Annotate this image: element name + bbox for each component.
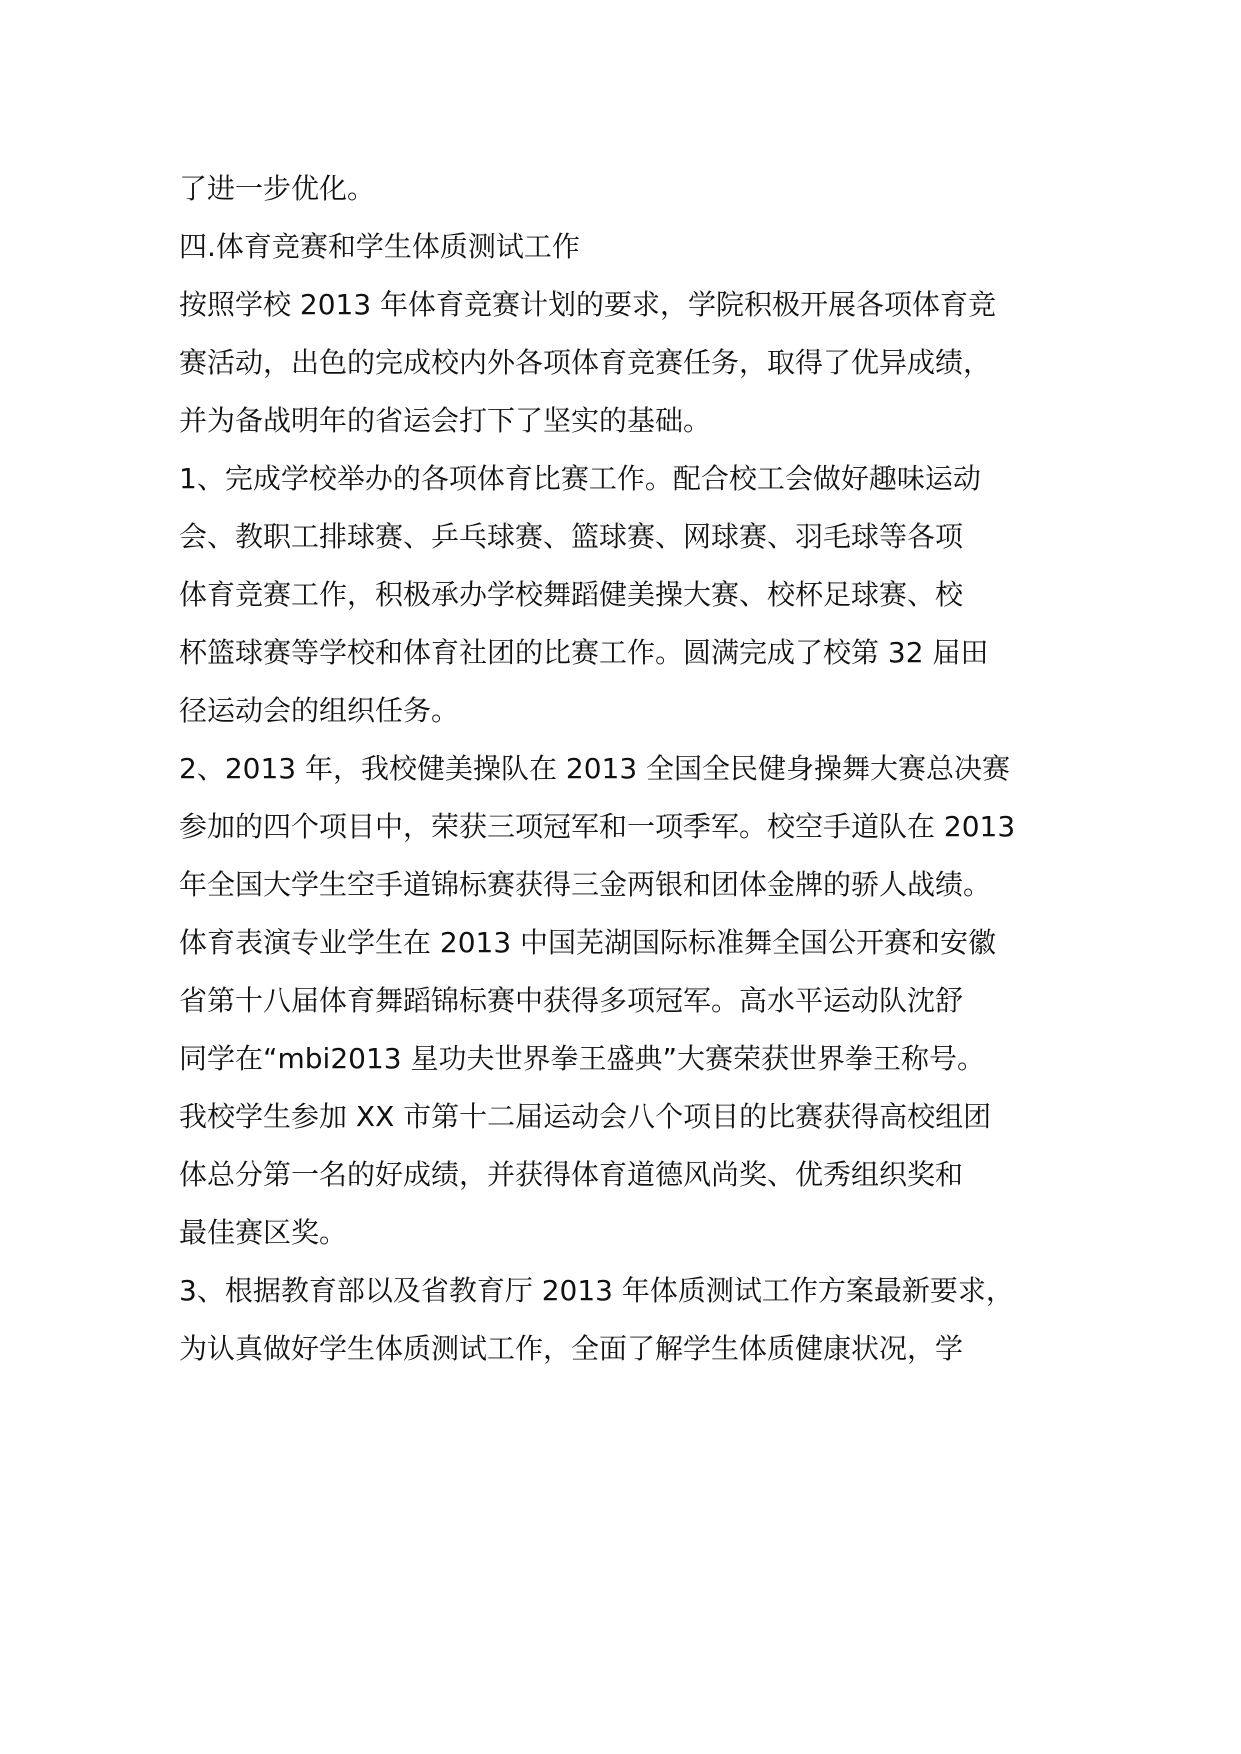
text-line: 赛活动，出色的完成校内外各项体育竞赛任务，取得了优异成绩，: [179, 346, 992, 379]
text-line: 按照学校 2013 年体育竞赛计划的要求，学院积极开展各项体育竞: [179, 288, 997, 321]
text-line: 体育竞赛工作，积极承办学校舞蹈健美操大赛、校杯足球赛、校: [179, 578, 964, 611]
text-line: 最佳赛区奖。: [179, 1216, 348, 1249]
text-line: 3、根据教育部以及省教育厅 2013 年体质测试工作方案最新要求，: [179, 1274, 1014, 1307]
text-line: 径运动会的组织任务。: [179, 694, 460, 727]
text-line: 为认真做好学生体质测试工作，全面了解学生体质健康状况，学: [179, 1332, 964, 1365]
text-line: 体总分第一名的好成绩，并获得体育道德风尚奖、优秀组织奖和: [179, 1158, 964, 1191]
text-line: 体育表演专业学生在 2013 中国芜湖国际标准舞全国公开赛和安徽: [179, 926, 997, 959]
text-line: 年全国大学生空手道锦标赛获得三金两银和团体金牌的骄人战绩。: [179, 868, 992, 901]
text-line: 省第十八届体育舞蹈锦标赛中获得多项冠军。高水平运动队沈舒: [179, 984, 964, 1017]
text-line: 同学在“mbi2013 星功夫世界拳王盛典”大赛荣获世界拳王称号。: [179, 1042, 986, 1075]
text-line: 并为备战明年的省运会打下了坚实的基础。: [179, 404, 712, 437]
text-line: 我校学生参加 XX 市第十二届运动会八个项目的比赛获得高校组团: [179, 1100, 992, 1133]
text-line: 了进一步优化。: [179, 172, 376, 205]
text-line: 会、教职工排球赛、乒乓球赛、篮球赛、网球赛、羽毛球等各项: [179, 520, 964, 553]
text-line: 参加的四个项目中，荣获三项冠军和一项季军。校空手道队在 2013: [179, 810, 1016, 843]
text-line: 杯篮球赛等学校和体育社团的比赛工作。圆满完成了校第 32 届田: [179, 636, 989, 669]
text-line: 2、2013 年，我校健美操队在 2013 全国全民健身操舞大赛总决赛: [179, 752, 1011, 785]
section-heading: 四.体育竞赛和学生体质测试工作: [179, 230, 580, 263]
text-line: 1、完成学校举办的各项体育比赛工作。配合校工会做好趣味运动: [179, 462, 981, 495]
